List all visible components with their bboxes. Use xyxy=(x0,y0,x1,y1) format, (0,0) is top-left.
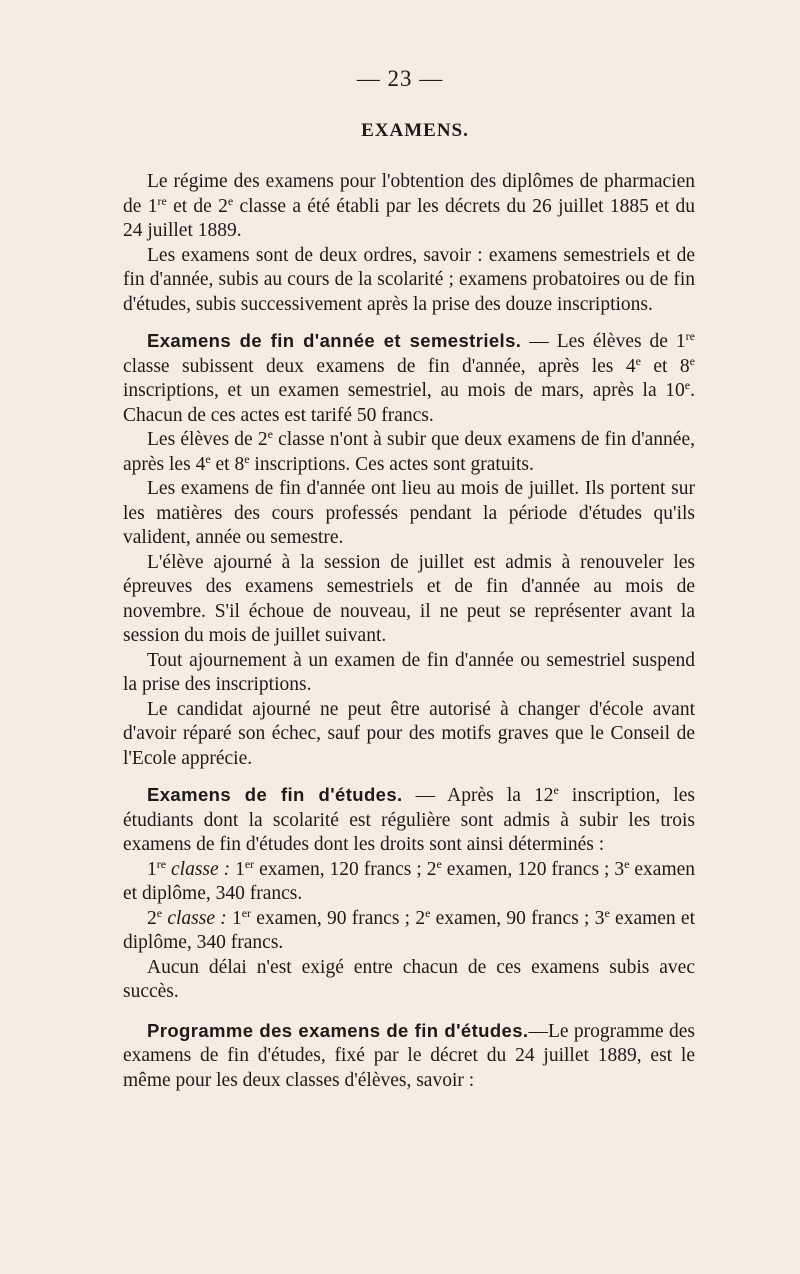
semestriels-paragraph-3: Les examens de fin d'année ont lieu au mois de juillet. Ils portent sur les matières des cours professés pendant la période d'études qu'ils valident, année ou semestre. xyxy=(123,478,695,548)
text-run: . Chacun de ces actes est tarifé 50 francs. xyxy=(123,380,695,426)
ordinal-suffix: e xyxy=(689,353,695,368)
class-label: classe : xyxy=(166,858,231,880)
programme-paragraph xyxy=(123,1019,695,1094)
fin-etudes-paragraph-1 xyxy=(123,783,695,858)
text-run: classe a été établi par les décrets du 26 juillet 1885 et du 24 juillet 1889. xyxy=(123,195,696,241)
text-run: examen, 120 francs ; xyxy=(441,858,615,880)
body-text xyxy=(123,170,695,1093)
text-run: examen et diplôme, 340 francs. xyxy=(123,858,696,904)
text-run: classe n'ont à subir que deux examens de fin d'année, après les xyxy=(123,429,695,475)
ordinal-suffix: e xyxy=(156,905,163,920)
text-run: examen, 90 francs ; xyxy=(430,907,595,929)
ordinal: 1 xyxy=(231,907,242,929)
semestriels-paragraph-4: L'élève ajourné à la session de juillet est admis à renouveler les épreuves des examens semestriels et de fin d'année au mois de novembre. S'il échoue de nouveau, il ne peut se représenter avant la session du mois de juillet suivant. xyxy=(123,551,695,646)
text-run: — Après la xyxy=(402,785,535,806)
text-run: examen, 90 francs ; xyxy=(251,907,416,929)
text-run: et de xyxy=(166,195,219,217)
ordinal: 2 xyxy=(415,907,426,929)
ordinal-suffix: re xyxy=(156,856,167,871)
ordinal-suffix: e xyxy=(624,856,630,871)
subheading-semestriels: Examens de fin d'année et semestriels. xyxy=(147,330,522,351)
text-run: et xyxy=(210,453,235,475)
semestriels-paragraph-6: Le candidat ajourné ne peut être autorisé à changer d'école avant d'avoir réparé son échec, sauf pour des motifs graves que le Conseil de l'Ecole apprécie. xyxy=(123,698,695,769)
text-run: — Les élèves de xyxy=(521,331,676,352)
ordinal-suffix: er xyxy=(241,905,252,920)
fees-second-class xyxy=(123,907,695,956)
intro-paragraph-1 xyxy=(123,170,695,244)
text-run: examen, 120 francs ; xyxy=(254,858,427,880)
ordinal-suffix: e xyxy=(604,905,610,920)
ordinal-suffix: er xyxy=(244,856,255,871)
ordinal-suffix: e xyxy=(684,378,691,392)
fees-first-class xyxy=(123,858,695,907)
ordinal-suffix: e xyxy=(267,427,273,441)
ordinal: 10 xyxy=(665,380,685,401)
ordinal: 2 xyxy=(147,907,157,929)
ordinal: 8 xyxy=(679,355,690,377)
text-run: inscriptions, et un examen semestriel, au mois de mars, après la xyxy=(123,380,666,401)
ordinal: 3 xyxy=(614,858,625,880)
subheading-fin-etudes: Examens de fin d'études. xyxy=(147,784,403,805)
ordinal-suffix: re xyxy=(157,193,167,208)
ordinal: 3 xyxy=(594,907,605,929)
ordinal: 2 xyxy=(257,429,268,450)
subheading-programme: Programme des examens de fin d'études. xyxy=(147,1019,529,1041)
semestriels-paragraph-5: Tout ajournement à un examen de fin d'année ou semestriel suspend la prise des inscriptions. xyxy=(123,649,695,695)
semestriels-paragraph-1 xyxy=(123,329,695,428)
ordinal-suffix: e xyxy=(635,353,641,368)
ordinal: 2 xyxy=(426,858,437,880)
ordinal-suffix: e xyxy=(425,905,431,920)
text-run: classe subissent deux examens de fin d'année, après les xyxy=(123,355,626,377)
ordinal: 1 xyxy=(235,858,245,880)
ordinal-suffix: e xyxy=(205,451,211,466)
section-heading: EXAMENS. xyxy=(361,120,469,141)
intro-paragraph-2: Les examens sont de deux ordres, savoir : examens semestriels et de fin d'année, subis au cours de la scolarité ; examens probatoires ou de fin d'études, subis successivement après la prise des douze inscriptions. xyxy=(123,244,695,315)
fin-etudes-paragraph-4: Aucun délai n'est exigé entre chacun de ces examens subis avec succès. xyxy=(123,956,695,1002)
page-number: — 23 — xyxy=(356,66,444,91)
ordinal: 12 xyxy=(534,785,554,806)
ordinal: 1 xyxy=(147,858,157,880)
ordinal-suffix: e xyxy=(436,856,442,871)
ordinal: 2 xyxy=(218,195,228,217)
semestriels-paragraph-2 xyxy=(123,428,695,477)
ordinal-suffix: e xyxy=(227,193,234,208)
text-run: Le régime des examens pour l'obtention des diplômes de pharmacien de xyxy=(123,171,695,217)
ordinal-suffix: e xyxy=(553,783,559,797)
ordinal: 1 xyxy=(675,331,686,352)
text-run: —Le programme des examens de fin d'études, fixé par le décret du 24 juillet 1889, est le même pour les deux classes d'élèves, savoir : xyxy=(123,1020,695,1091)
ordinal: 4 xyxy=(195,453,206,475)
ordinal-suffix: re xyxy=(685,329,695,343)
ordinal: 8 xyxy=(234,453,245,475)
ordinal: 1 xyxy=(147,195,158,217)
text-run: Les élèves de xyxy=(147,429,258,450)
ordinal: 4 xyxy=(625,355,636,377)
text-run: inscription, les étudiants dont la scolarité est régulière sont admis à subir les trois examens de fin d'études dont les droits sont ainsi déterminés : xyxy=(123,785,695,855)
class-label: classe : xyxy=(162,907,227,929)
ordinal-suffix: e xyxy=(244,451,250,466)
text-run: examen et diplôme, 340 francs. xyxy=(123,907,695,953)
text-run: et xyxy=(640,355,680,377)
text-run: inscriptions. Ces actes sont gratuits. xyxy=(249,453,534,475)
